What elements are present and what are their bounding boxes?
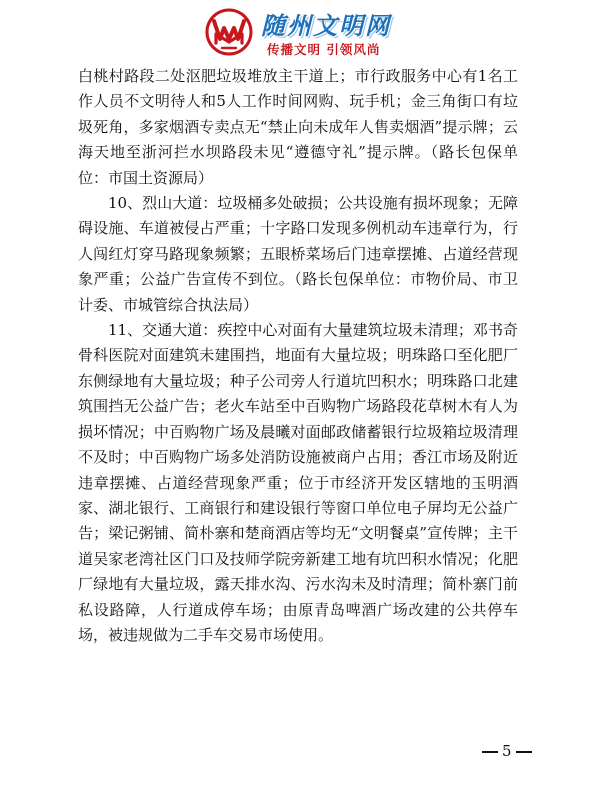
page-number-dash-left <box>482 751 498 753</box>
site-slogan: 传播文明 引领风尚 <box>267 42 381 57</box>
page-number-value: 5 <box>502 742 512 760</box>
page-number-dash-right <box>516 751 532 753</box>
paragraph-continuation: 白桃村路段二处沤肥垃圾堆放主干道上；市行政服务中心有1名工作人员不文明待人和5人工作时间网购、玩手机；金三角街口有垃圾死角，多家烟酒专卖点无“禁止向未成年人售卖烟酒”提示牌；云海天地至浙河拦水坝路段未见“遵德守礼”提示牌。（路长包保单位：市国土资源局） <box>78 67 518 187</box>
site-brand-title: 随州文明网 <box>261 12 391 40</box>
document-body <box>78 64 518 648</box>
page-number <box>478 742 536 760</box>
site-header <box>205 8 405 62</box>
paragraph-item-10: 10、烈山大道：垃圾桶多处破损；公共设施有损坏现象；无障碍设施、车道被侵占严重；十字路口发现多例机动车违章行为，行人闯红灯穿马路现象频繁；五眼桥菜场后门违章摆摊、占道经营现象严重；公益广告宣传不到位。（路长包保单位：市物价局、市卫计委、市城管综合执法局） <box>78 194 518 314</box>
site-logo-icon <box>205 8 253 56</box>
paragraph-item-11: 11、交通大道：疾控中心对面有大量建筑垃圾未清理；邓书奇骨科医院对面建筑未建围挡，地面有大量垃圾；明珠路口至化肥厂东侧绿地有大量垃圾；种子公司旁人行道坑凹积水；明珠路口北建筑围挡无公益广告；老火车站至中百购物广场路段花草树木有人为损坏情况；中百购物广场及晨曦对面邮政储蓄银行垃圾箱垃圾清理不及时；中百购物广场多处消防设施被商户占用；香江市场及附近违章摆摊、占道经营现象严重；位于市经济开发区辖地的玉明酒家、湖北银行、工商银行和建设银行等窗口单位电子屏均无公益广告；梁记粥铺、简朴寨和楚商酒店等均无“文明餐桌”宣传牌；主干道吴家老湾社区门口及技师学院旁新建工地有坑凹积水情况；化肥厂绿地有大量垃圾，露天排水沟、污水沟未及时清理；简朴寨门前私设路障，人行道成停车场；由原青岛啤酒广场改建的公共停车场，被违规做为二手车交易市场使用。 <box>78 321 518 644</box>
